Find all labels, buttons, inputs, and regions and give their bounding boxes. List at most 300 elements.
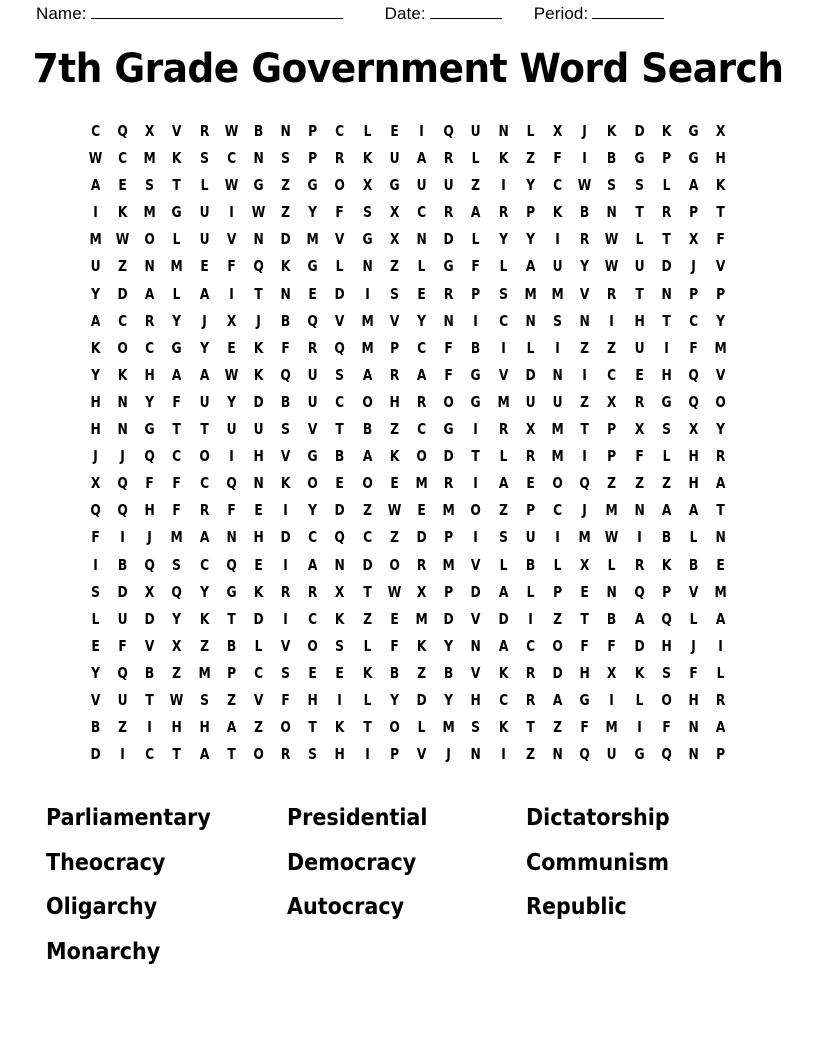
grid-cell[interactable]: H bbox=[688, 447, 699, 466]
grid-cell[interactable]: Y bbox=[498, 230, 508, 249]
grid-cell[interactable]: C bbox=[498, 311, 508, 330]
grid-cell[interactable]: N bbox=[362, 257, 373, 276]
grid-cell[interactable]: I bbox=[283, 501, 288, 520]
grid-cell[interactable]: A bbox=[199, 745, 209, 764]
grid-cell[interactable]: D bbox=[661, 257, 672, 276]
grid-cell[interactable]: P bbox=[308, 122, 318, 140]
grid-cell[interactable]: V bbox=[688, 582, 699, 601]
grid-cell[interactable]: K bbox=[90, 338, 101, 357]
grid-cell[interactable]: C bbox=[199, 474, 209, 493]
word-list-item[interactable]: Democracy bbox=[287, 849, 417, 876]
grid-cell[interactable]: K bbox=[199, 609, 209, 628]
grid-cell[interactable]: C bbox=[118, 149, 128, 168]
grid-cell[interactable]: R bbox=[416, 555, 427, 574]
grid-cell[interactable]: L bbox=[499, 447, 508, 466]
grid-cell[interactable]: M bbox=[197, 663, 211, 682]
grid-cell[interactable]: X bbox=[362, 176, 372, 195]
grid-cell[interactable]: Z bbox=[634, 474, 644, 493]
grid-cell[interactable]: R bbox=[607, 284, 617, 303]
grid-cell[interactable]: N bbox=[579, 311, 590, 330]
grid-cell[interactable]: Q bbox=[443, 122, 455, 140]
grid-cell[interactable]: Z bbox=[607, 474, 617, 493]
grid-cell[interactable]: M bbox=[497, 392, 510, 411]
grid-cell[interactable]: S bbox=[90, 582, 100, 601]
grid-cell[interactable]: Q bbox=[90, 501, 101, 520]
grid-cell[interactable]: G bbox=[253, 176, 264, 195]
grid-cell[interactable]: I bbox=[500, 338, 506, 357]
grid-cell[interactable]: K bbox=[362, 663, 372, 682]
grid-cell[interactable]: X bbox=[389, 203, 400, 222]
grid-cell[interactable]: I bbox=[364, 745, 370, 764]
grid-cell[interactable]: N bbox=[117, 420, 128, 439]
grid-cell[interactable]: K bbox=[117, 203, 128, 222]
grid-cell[interactable]: X bbox=[715, 122, 726, 140]
grid-cell[interactable]: Y bbox=[716, 420, 726, 439]
grid-cell[interactable]: I bbox=[120, 528, 125, 547]
grid-cell[interactable]: T bbox=[145, 690, 154, 709]
grid-cell[interactable]: M bbox=[89, 230, 102, 249]
word-list-item[interactable]: Dictatorship bbox=[526, 805, 670, 832]
grid-cell[interactable]: N bbox=[633, 501, 645, 520]
grid-cell[interactable]: I bbox=[147, 718, 153, 737]
grid-cell[interactable]: L bbox=[172, 284, 181, 303]
grid-cell[interactable]: C bbox=[253, 663, 263, 682]
grid-cell[interactable]: A bbox=[172, 365, 182, 384]
grid-cell[interactable]: T bbox=[254, 284, 263, 303]
grid-cell[interactable]: P bbox=[688, 203, 698, 222]
grid-cell[interactable]: Q bbox=[334, 528, 346, 547]
grid-cell[interactable]: Y bbox=[172, 609, 182, 628]
word-list-item[interactable]: Presidential bbox=[287, 805, 428, 832]
grid-cell[interactable]: Y bbox=[716, 311, 726, 330]
grid-cell[interactable]: B bbox=[335, 447, 345, 466]
grid-cell[interactable]: C bbox=[498, 690, 508, 709]
grid-cell[interactable]: C bbox=[145, 745, 155, 764]
grid-cell[interactable]: Z bbox=[389, 420, 399, 439]
grid-cell[interactable]: T bbox=[716, 501, 725, 520]
grid-cell[interactable]: H bbox=[715, 149, 726, 168]
grid-cell[interactable]: N bbox=[688, 718, 699, 737]
grid-cell[interactable]: A bbox=[688, 501, 699, 520]
grid-cell[interactable]: T bbox=[662, 230, 671, 249]
grid-cell[interactable]: Z bbox=[607, 338, 617, 357]
grid-cell[interactable]: O bbox=[552, 474, 563, 493]
grid-cell[interactable]: D bbox=[443, 230, 454, 249]
grid-cell[interactable]: B bbox=[362, 420, 372, 439]
grid-cell[interactable]: U bbox=[416, 176, 427, 195]
grid-cell[interactable]: N bbox=[498, 122, 509, 140]
grid-cell[interactable]: I bbox=[582, 447, 588, 466]
grid-cell[interactable]: X bbox=[525, 420, 536, 439]
grid-cell[interactable]: S bbox=[281, 420, 291, 439]
grid-cell[interactable]: T bbox=[662, 311, 671, 330]
grid-cell[interactable]: E bbox=[390, 609, 399, 628]
grid-cell[interactable]: K bbox=[280, 257, 291, 276]
grid-cell[interactable]: S bbox=[335, 636, 345, 655]
grid-cell[interactable]: K bbox=[253, 582, 264, 601]
grid-cell[interactable]: T bbox=[172, 745, 182, 764]
grid-cell[interactable]: C bbox=[145, 338, 155, 357]
grid-cell[interactable]: C bbox=[553, 501, 563, 520]
grid-cell[interactable]: T bbox=[526, 718, 535, 737]
grid-cell[interactable]: C bbox=[226, 149, 236, 168]
grid-cell[interactable]: O bbox=[198, 447, 210, 466]
grid-cell[interactable]: K bbox=[253, 365, 264, 384]
grid-cell[interactable]: H bbox=[389, 392, 400, 411]
grid-cell[interactable]: K bbox=[172, 149, 182, 168]
grid-cell[interactable]: Z bbox=[471, 176, 481, 195]
grid-cell[interactable]: K bbox=[335, 718, 345, 737]
grid-cell[interactable]: D bbox=[552, 663, 563, 682]
grid-cell[interactable]: C bbox=[335, 122, 345, 140]
grid-cell[interactable]: J bbox=[691, 257, 696, 276]
grid-cell[interactable]: F bbox=[553, 149, 562, 168]
grid-cell[interactable]: Y bbox=[90, 284, 100, 303]
grid-cell[interactable]: C bbox=[688, 311, 698, 330]
grid-cell[interactable]: K bbox=[416, 636, 427, 655]
grid-cell[interactable]: N bbox=[334, 555, 346, 574]
grid-cell[interactable]: Q bbox=[117, 663, 128, 682]
grid-cell[interactable]: S bbox=[389, 284, 399, 303]
grid-cell[interactable]: V bbox=[715, 257, 726, 276]
grid-cell[interactable]: Z bbox=[226, 690, 236, 709]
grid-cell[interactable]: U bbox=[525, 392, 536, 411]
grid-cell[interactable]: C bbox=[199, 555, 209, 574]
grid-cell[interactable]: D bbox=[525, 365, 536, 384]
grid-cell[interactable]: I bbox=[283, 555, 288, 574]
grid-cell[interactable]: Y bbox=[580, 257, 590, 276]
grid-cell[interactable]: A bbox=[362, 447, 372, 466]
grid-cell[interactable]: O bbox=[144, 230, 155, 249]
grid-cell[interactable]: R bbox=[579, 230, 590, 249]
grid-cell[interactable]: G bbox=[144, 420, 155, 439]
word-list-item[interactable]: Autocracy bbox=[287, 894, 405, 921]
grid-cell[interactable]: X bbox=[172, 636, 182, 655]
grid-cell[interactable]: I bbox=[500, 176, 506, 195]
grid-cell[interactable]: O bbox=[443, 392, 455, 411]
grid-cell[interactable]: J bbox=[691, 636, 696, 655]
grid-cell[interactable]: Z bbox=[199, 636, 209, 655]
grid-cell[interactable]: L bbox=[526, 582, 535, 601]
grid-cell[interactable]: Z bbox=[417, 663, 427, 682]
grid-cell[interactable]: A bbox=[525, 257, 536, 276]
grid-cell[interactable]: Q bbox=[226, 555, 237, 574]
grid-cell[interactable]: Z bbox=[281, 176, 291, 195]
grid-cell[interactable]: F bbox=[91, 528, 100, 547]
grid-cell[interactable]: L bbox=[336, 257, 344, 276]
grid-cell[interactable]: F bbox=[580, 718, 589, 737]
grid-cell[interactable]: H bbox=[661, 636, 672, 655]
grid-cell[interactable]: N bbox=[144, 257, 155, 276]
grid-cell[interactable]: U bbox=[253, 420, 264, 439]
grid-cell[interactable]: A bbox=[715, 609, 726, 628]
grid-cell[interactable]: Q bbox=[661, 745, 672, 764]
grid-cell[interactable]: V bbox=[579, 284, 590, 303]
grid-cell[interactable]: X bbox=[552, 122, 563, 140]
grid-cell[interactable]: A bbox=[226, 718, 237, 737]
grid-cell[interactable]: U bbox=[470, 122, 481, 140]
grid-cell[interactable]: N bbox=[443, 311, 454, 330]
grid-cell[interactable]: E bbox=[254, 555, 263, 574]
grid-cell[interactable]: G bbox=[688, 149, 699, 168]
grid-cell[interactable]: T bbox=[172, 420, 182, 439]
grid-cell[interactable]: Q bbox=[144, 447, 155, 466]
grid-cell[interactable]: J bbox=[256, 311, 261, 330]
grid-cell[interactable]: U bbox=[117, 690, 128, 709]
grid-cell[interactable]: S bbox=[661, 663, 671, 682]
grid-cell[interactable]: F bbox=[444, 365, 453, 384]
grid-cell[interactable]: A bbox=[688, 176, 699, 195]
grid-cell[interactable]: D bbox=[498, 609, 509, 628]
grid-cell[interactable]: R bbox=[199, 501, 209, 520]
grid-cell[interactable]: Q bbox=[579, 745, 590, 764]
grid-cell[interactable]: R bbox=[308, 338, 318, 357]
grid-cell[interactable]: L bbox=[417, 257, 426, 276]
grid-cell[interactable]: Q bbox=[117, 474, 128, 493]
grid-cell[interactable]: R bbox=[444, 474, 454, 493]
grid-cell[interactable]: E bbox=[335, 663, 345, 682]
grid-cell[interactable]: N bbox=[117, 392, 128, 411]
grid-cell[interactable]: J bbox=[582, 122, 588, 140]
grid-cell[interactable]: Q bbox=[171, 582, 183, 601]
grid-cell[interactable]: H bbox=[253, 447, 264, 466]
grid-cell[interactable]: B bbox=[471, 338, 481, 357]
grid-cell[interactable]: X bbox=[90, 474, 101, 493]
grid-cell[interactable]: V bbox=[253, 690, 264, 709]
grid-cell[interactable]: X bbox=[389, 230, 400, 249]
grid-cell[interactable]: K bbox=[661, 122, 672, 140]
grid-cell[interactable]: F bbox=[172, 474, 182, 493]
word-list-item[interactable]: Theocracy bbox=[46, 849, 166, 876]
grid-cell[interactable]: V bbox=[416, 745, 427, 764]
grid-cell[interactable]: D bbox=[470, 582, 482, 601]
grid-cell[interactable]: F bbox=[444, 338, 453, 357]
grid-cell[interactable]: L bbox=[662, 447, 671, 466]
grid-cell[interactable]: G bbox=[307, 176, 318, 195]
grid-cell[interactable]: H bbox=[171, 718, 183, 737]
grid-cell[interactable]: Z bbox=[389, 257, 399, 276]
grid-cell[interactable]: A bbox=[634, 609, 644, 628]
grid-cell[interactable]: U bbox=[199, 203, 210, 222]
grid-cell[interactable]: G bbox=[307, 257, 318, 276]
grid-cell[interactable]: L bbox=[363, 636, 372, 655]
grid-cell[interactable]: N bbox=[253, 230, 264, 249]
grid-cell[interactable]: Y bbox=[444, 636, 454, 655]
grid-cell[interactable]: U bbox=[117, 609, 128, 628]
grid-cell[interactable]: F bbox=[471, 257, 481, 276]
grid-cell[interactable]: B bbox=[226, 636, 236, 655]
grid-cell[interactable]: H bbox=[144, 365, 155, 384]
grid-cell[interactable]: L bbox=[689, 609, 698, 628]
grid-cell[interactable]: S bbox=[498, 284, 508, 303]
grid-cell[interactable]: B bbox=[607, 149, 617, 168]
grid-cell[interactable]: X bbox=[144, 582, 155, 601]
grid-cell[interactable]: R bbox=[634, 392, 644, 411]
grid-cell[interactable]: O bbox=[334, 176, 346, 195]
grid-cell[interactable]: Y bbox=[389, 690, 399, 709]
grid-cell[interactable]: T bbox=[199, 420, 209, 439]
grid-cell[interactable]: M bbox=[170, 257, 184, 276]
grid-cell[interactable]: P bbox=[525, 501, 535, 520]
grid-cell[interactable]: K bbox=[253, 338, 264, 357]
grid-cell[interactable]: X bbox=[416, 582, 427, 601]
grid-cell[interactable]: P bbox=[444, 528, 454, 547]
grid-cell[interactable]: T bbox=[471, 447, 481, 466]
grid-cell[interactable]: M bbox=[605, 501, 619, 520]
grid-cell[interactable]: V bbox=[389, 311, 400, 330]
grid-cell[interactable]: Q bbox=[688, 392, 699, 411]
grid-cell[interactable]: M bbox=[442, 555, 455, 574]
grid-cell[interactable]: T bbox=[308, 718, 318, 737]
grid-cell[interactable]: I bbox=[718, 636, 723, 655]
grid-cell[interactable]: J bbox=[120, 447, 125, 466]
grid-cell[interactable]: A bbox=[498, 636, 508, 655]
grid-cell[interactable]: V bbox=[498, 365, 508, 384]
grid-cell[interactable]: Z bbox=[525, 149, 535, 168]
grid-cell[interactable]: U bbox=[226, 420, 237, 439]
grid-cell[interactable]: I bbox=[609, 311, 615, 330]
grid-cell[interactable]: D bbox=[633, 636, 645, 655]
grid-cell[interactable]: Z bbox=[118, 257, 127, 276]
grid-cell[interactable]: C bbox=[308, 609, 318, 628]
grid-cell[interactable]: V bbox=[280, 636, 291, 655]
grid-cell[interactable]: K bbox=[117, 365, 128, 384]
grid-cell[interactable]: N bbox=[253, 149, 264, 168]
grid-cell[interactable]: A bbox=[362, 365, 372, 384]
grid-cell[interactable]: I bbox=[473, 311, 479, 330]
grid-cell[interactable]: H bbox=[470, 690, 482, 709]
grid-cell[interactable]: V bbox=[144, 636, 155, 655]
grid-cell[interactable]: W bbox=[170, 690, 184, 709]
grid-cell[interactable]: M bbox=[361, 311, 374, 330]
grid-cell[interactable]: T bbox=[172, 176, 182, 195]
grid-cell[interactable]: T bbox=[227, 609, 236, 628]
grid-cell[interactable]: M bbox=[442, 718, 455, 737]
grid-cell[interactable]: B bbox=[280, 311, 291, 330]
grid-cell[interactable]: B bbox=[117, 555, 128, 574]
grid-cell[interactable]: M bbox=[306, 230, 319, 249]
grid-cell[interactable]: G bbox=[443, 257, 454, 276]
grid-cell[interactable]: C bbox=[607, 365, 617, 384]
grid-cell[interactable]: Y bbox=[308, 501, 318, 520]
grid-cell[interactable]: R bbox=[525, 663, 536, 682]
grid-cell[interactable]: O bbox=[307, 636, 319, 655]
grid-cell[interactable]: W bbox=[115, 230, 130, 249]
grid-cell[interactable]: X bbox=[335, 582, 345, 601]
grid-cell[interactable]: B bbox=[280, 392, 291, 411]
grid-cell[interactable]: K bbox=[498, 149, 508, 168]
grid-cell[interactable]: B bbox=[444, 663, 454, 682]
grid-cell[interactable]: G bbox=[470, 392, 482, 411]
grid-cell[interactable]: K bbox=[335, 609, 345, 628]
grid-cell[interactable]: P bbox=[688, 284, 698, 303]
grid-cell[interactable]: H bbox=[661, 365, 672, 384]
grid-cell[interactable]: Y bbox=[444, 690, 454, 709]
grid-cell[interactable]: F bbox=[172, 501, 182, 520]
grid-cell[interactable]: R bbox=[715, 447, 726, 466]
grid-cell[interactable]: P bbox=[471, 284, 481, 303]
grid-cell[interactable]: I bbox=[500, 745, 506, 764]
grid-cell[interactable]: E bbox=[417, 501, 426, 520]
grid-cell[interactable]: F bbox=[607, 636, 617, 655]
grid-cell[interactable]: I bbox=[93, 555, 98, 574]
grid-cell[interactable]: T bbox=[634, 284, 644, 303]
grid-cell[interactable]: J bbox=[147, 528, 153, 547]
grid-cell[interactable]: G bbox=[579, 690, 590, 709]
grid-cell[interactable]: W bbox=[251, 203, 266, 222]
grid-cell[interactable]: A bbox=[552, 690, 563, 709]
grid-cell[interactable]: D bbox=[90, 745, 101, 764]
grid-cell[interactable]: W bbox=[605, 257, 619, 276]
grid-cell[interactable]: L bbox=[526, 122, 535, 140]
grid-cell[interactable]: N bbox=[253, 474, 264, 493]
grid-cell[interactable]: C bbox=[362, 528, 372, 547]
grid-cell[interactable]: X bbox=[634, 420, 644, 439]
grid-cell[interactable]: R bbox=[280, 582, 291, 601]
grid-cell[interactable]: H bbox=[334, 745, 346, 764]
grid-cell[interactable]: D bbox=[416, 528, 427, 547]
grid-cell[interactable]: F bbox=[172, 392, 182, 411]
grid-cell[interactable]: U bbox=[606, 745, 617, 764]
grid-cell[interactable]: H bbox=[198, 718, 210, 737]
grid-cell[interactable]: I bbox=[228, 447, 234, 466]
grid-cell[interactable]: N bbox=[470, 745, 482, 764]
grid-cell[interactable]: Z bbox=[362, 609, 372, 628]
grid-cell[interactable]: J bbox=[582, 501, 588, 520]
grid-cell[interactable]: H bbox=[579, 663, 590, 682]
grid-cell[interactable]: L bbox=[472, 230, 480, 249]
grid-cell[interactable]: O bbox=[280, 718, 291, 737]
grid-cell[interactable]: T bbox=[227, 745, 236, 764]
grid-cell[interactable]: S bbox=[199, 690, 209, 709]
grid-cell[interactable]: O bbox=[117, 338, 128, 357]
grid-cell[interactable]: V bbox=[172, 122, 182, 140]
grid-cell[interactable]: L bbox=[172, 230, 181, 249]
grid-cell[interactable]: O bbox=[470, 501, 482, 520]
word-list-item[interactable]: Parliamentary bbox=[46, 805, 211, 832]
grid-cell[interactable]: N bbox=[552, 365, 563, 384]
grid-cell[interactable]: J bbox=[93, 447, 98, 466]
grid-cell[interactable]: B bbox=[90, 718, 101, 737]
grid-cell[interactable]: R bbox=[498, 420, 508, 439]
grid-cell[interactable]: L bbox=[716, 663, 725, 682]
grid-cell[interactable]: P bbox=[607, 447, 617, 466]
grid-cell[interactable]: U bbox=[634, 257, 645, 276]
grid-cell[interactable]: A bbox=[416, 365, 427, 384]
grid-cell[interactable]: I bbox=[337, 690, 343, 709]
grid-cell[interactable]: A bbox=[144, 284, 155, 303]
grid-cell[interactable]: I bbox=[419, 122, 424, 140]
grid-cell[interactable]: Z bbox=[172, 663, 182, 682]
grid-cell[interactable]: I bbox=[93, 203, 98, 222]
grid-cell[interactable]: E bbox=[390, 474, 399, 493]
grid-cell[interactable]: Y bbox=[90, 663, 100, 682]
grid-cell[interactable]: H bbox=[633, 311, 645, 330]
grid-cell[interactable]: S bbox=[199, 149, 209, 168]
grid-cell[interactable]: N bbox=[606, 582, 618, 601]
grid-cell[interactable]: O bbox=[661, 690, 672, 709]
grid-cell[interactable]: T bbox=[363, 582, 372, 601]
grid-cell[interactable]: Z bbox=[580, 338, 590, 357]
grid-cell[interactable]: X bbox=[688, 420, 699, 439]
grid-cell[interactable]: G bbox=[634, 745, 645, 764]
grid-cell[interactable]: G bbox=[470, 365, 482, 384]
grid-cell[interactable]: G bbox=[688, 122, 699, 140]
grid-cell[interactable]: W bbox=[387, 582, 402, 601]
grid-cell[interactable]: F bbox=[689, 663, 698, 682]
grid-cell[interactable]: L bbox=[553, 555, 562, 574]
grid-cell[interactable]: M bbox=[415, 474, 428, 493]
